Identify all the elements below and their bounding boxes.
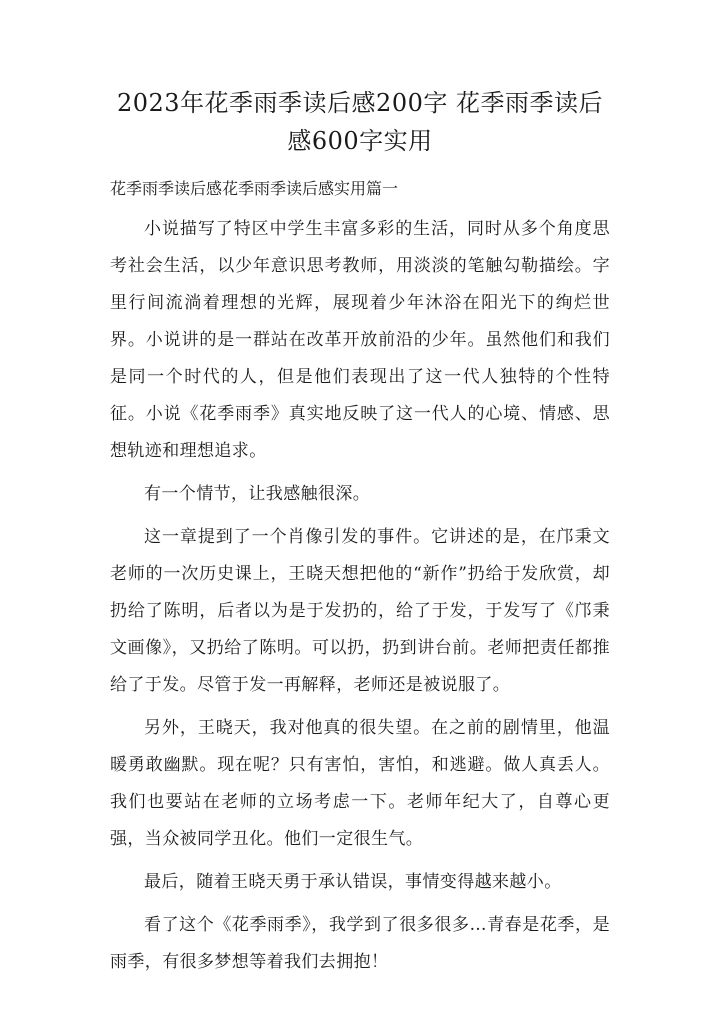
paragraph-4: 另外，王晓天，我对他真的很失望。在之前的剧情里，他温暖勇敢幽默。现在呢？只有害怕，害怕，和逃避。做人真丢人。我们也要站在老师的立场考虑一下。老师年纪大了，自尊心更强，当众被同学丑化。他们一定很生气。 xyxy=(110,718,610,849)
title-line-2: 感600字实用 xyxy=(287,127,433,155)
paragraph-2: 有一个情节，让我感触很深。 xyxy=(144,484,371,504)
paragraph-6: 看了这个《花季雨季》，我学到了很多很多…青春是花季，是雨季，有很多梦想等着我们去拥抱！ xyxy=(110,915,610,972)
document-page xyxy=(110,84,610,987)
paragraph-3: 这一章提到了一个肖像引发的事件。它讲述的是，在邝秉文老师的一次历史课上，王晓天想把他的“新作”扔给于发欣赏，却扔给了陈明，后者以为是于发扔的，给了于发，于发写了《邝秉文画像》，又扔给了陈明。可以扔，扔到讲台前。老师把责任都推给了于发。尽管于发一再解释，老师还是被说服了。 xyxy=(110,527,610,695)
paragraph-5: 最后，随着王晓天勇于承认错误，事情变得越来越小。 xyxy=(144,872,562,892)
document-title xyxy=(110,84,610,160)
section-subtitle: 花季雨季读后感花季雨季读后感实用篇一 xyxy=(110,179,399,198)
title-line-1: 2023年花季雨季读后感200字 花季雨季读后 xyxy=(116,89,603,117)
paragraph-1: 小说描写了特区中学生丰富多彩的生活，同时从多个角度思考社会生活，以少年意识思考教师，用淡淡的笔触勾勒描绘。字里行间流淌着理想的光辉，展现着少年沐浴在阳光下的绚烂世界。小说讲的是一群站在改革开放前沿的少年。虽然他们和我们是同一个时代的人，但是他们表现出了这一代人独特的个性特征。小说《花季雨季》真实地反映了这一代人的心境、情感、思想轨迹和理想追求。 xyxy=(110,219,610,461)
